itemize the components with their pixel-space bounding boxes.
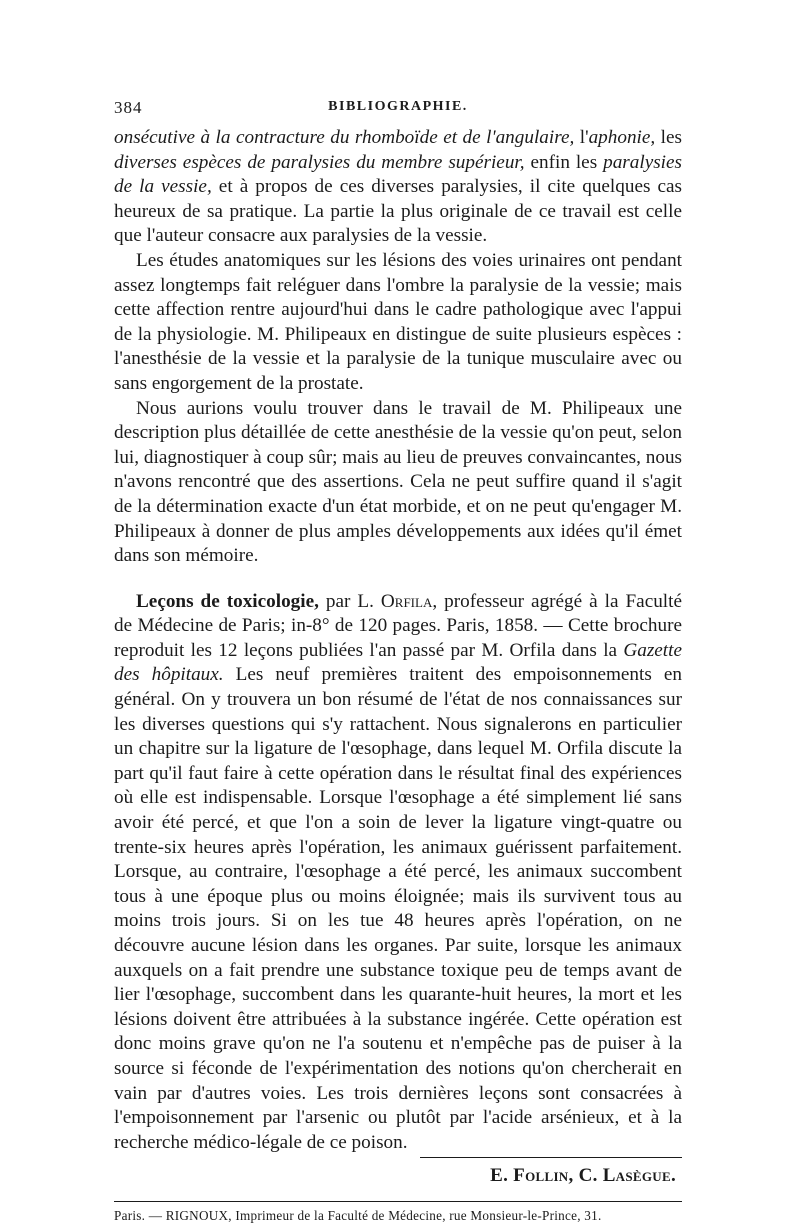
page-number: 384	[114, 98, 143, 117]
imprint-footer: Paris. — RIGNOUX, Imprimeur de la Faculté de Médecine, rue Monsieur-le-Prince, 31.	[114, 1208, 602, 1224]
page-header	[114, 98, 682, 120]
italic-phrase: aphonie,	[588, 127, 656, 148]
journal-name: Gazette des hôpitaux.	[114, 639, 682, 686]
article-body	[114, 126, 682, 1155]
italic-phrase: paralysies de la vessie,	[114, 151, 682, 198]
paragraph-paralysies: onsécutive à la contracture du rhomboïde et de l'angulaire, l'aphonie, les diverses espèces de paralysies du membre supérieur, enfin les paralysies de la vessie, et à propos de ces diverses paralysies, il cite quelques cas heureux de sa pratique. La partie la plus originale de ce travail est celle que l'auteur consacre aux paralysies de la vessie.	[114, 127, 682, 247]
italic-phrase: diverses espèces de paralysies du membre supérieur,	[114, 151, 525, 173]
running-title: BIBLIOGRAPHIE.	[328, 99, 468, 114]
review-orfila: Leçons de toxicologie, par L. Orfila, professeur agrégé à la Faculté de Médecine de Paris; in-8° de 120 pages. Paris, 1858. — Cette brochure reproduit les 12 leçons publiées l'an passé par M. Orfila dans la Gazette des hôpitaux. Les neuf premières traitent des empoisonnements en général. On y trouvera un bon résumé de l'état de nos connaissances sur les diverses questions qui s'y rattachent. Nous signalerons en particulier un chapitre sur la ligature de l'œsophage, dans lequel M. Orfila discute la part qu'il faut faire à cette opération dans le résultat final des expériences où elle est indispensable. Lorsque l'œsophage a été simplement lié sans avoir été percé, et que l'on a soin de lever la ligature vingt-quatre ou trente-six heures après l'opération, les animaux guérissent parfaitement. Lorsque, au contraire, l'œsophage a été percé, les animaux succombent tous à une époque plus ou moins éloignée; mais ils survivent tous au moins trois jours. Si on les tue 48 heures après l'opération, on ne découvre aucune lésion dans les organes. Par suite, lorsque les animaux auxquels on a fait prendre une substance toxique peu de temps avant de lier l'œsophage, succombent dans les quarante-huit heures, la mort et les lésions doivent être attribuées à la substance ingérée. Cette opération est donc moins grave qu'on ne l'a soutenu et n'empêche pas de puiser à la source si féconde de l'expérimentation des notions qu'on chercherait en vain par d'autres voies. Les trois dernières leçons sont consacrées à l'empoisonnement par l'arsenic ou plutôt par l'acide arsénieux, et à la recherche médico-légale de ce poison.	[114, 590, 682, 1153]
signature: E. Follin, C. Lasègue.	[490, 1165, 676, 1187]
journal-page	[114, 98, 682, 1224]
review-title: Leçons de toxicologie,	[136, 590, 319, 612]
italic-phrase: onsécutive à la contracture du rhomboïde et de l'angulaire,	[114, 127, 575, 148]
review-author: Orfila	[380, 590, 433, 612]
signature-block	[114, 1155, 682, 1201]
paragraph-critique: Nous aurions voulu trouver dans le travail de M. Philipeaux une description plus détaillée de cette anesthésie de la vessie qu'on peut, selon lui, diagnostiquer à coup sûr; mais au lieu de preuves convaincantes, nous n'avons rencontré que des assertions. Cela ne peut suffire quand il s'agit de la détermination exacte d'un état morbide, et on ne peut qu'engager M. Philipeaux à donner de plus amples développements aux idées qu'il émet dans son mémoire.	[114, 397, 682, 567]
footer-rule	[114, 1201, 682, 1202]
signature-rule	[420, 1157, 682, 1158]
paragraph-etudes: Les études anatomiques sur les lésions des voies urinaires ont pendant assez longtemps fait reléguer dans l'ombre la paralysie de la vessie; mais cette affection rentre aujourd'hui dans le cadre pathologique avec l'appui de la physiologie. M. Philipeaux en distingue de suite plusieurs espèces : l'anesthésie de la vessie et la paralysie de la tunique musculaire avec ou sans engorgement de la prostate.	[114, 249, 682, 394]
